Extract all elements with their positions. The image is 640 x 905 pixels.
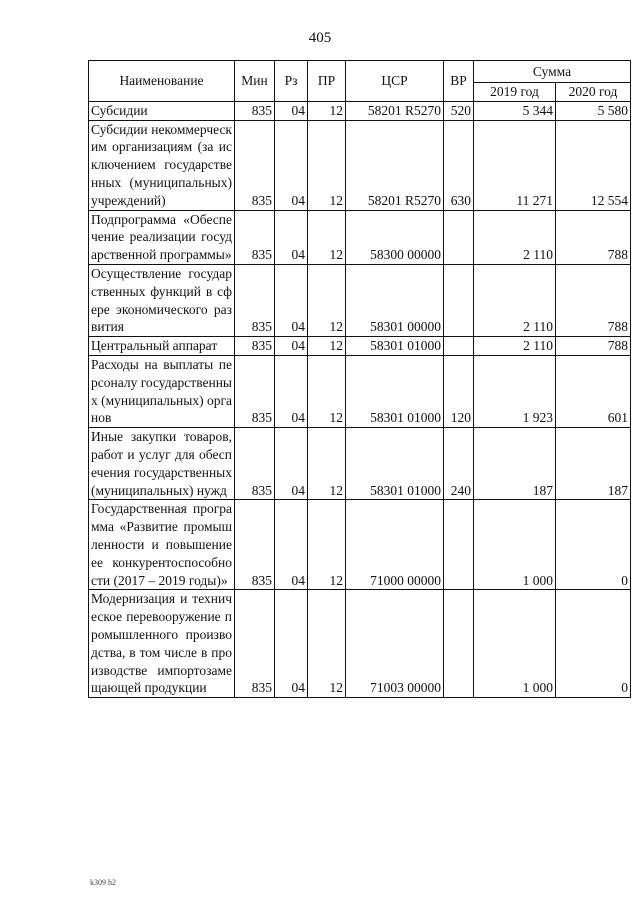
cell-vr: 240: [444, 428, 474, 500]
cell-min: 835: [235, 337, 275, 356]
footer-code: k309 h2: [90, 878, 116, 887]
cell-2019: 2 110: [474, 264, 556, 336]
cell-csr: 58301 00000: [346, 264, 444, 336]
cell-2020: 788: [556, 337, 631, 356]
cell-2020: 5 580: [556, 101, 631, 120]
cell-vr: [444, 337, 474, 356]
cell-pr: 12: [308, 101, 346, 120]
cell-2020: 788: [556, 264, 631, 336]
cell-pr: 12: [308, 337, 346, 356]
cell-name: Субсидии: [89, 101, 235, 120]
cell-pr: 12: [308, 428, 346, 500]
cell-2020: 788: [556, 210, 631, 264]
table-row: [89, 101, 631, 120]
cell-csr: 71000 00000: [346, 500, 444, 590]
header-year-2019: 2019 год: [474, 83, 556, 102]
cell-min: 835: [235, 264, 275, 336]
cell-2019: 5 344: [474, 101, 556, 120]
header-rz: Рз: [275, 61, 308, 102]
cell-name: Центральный аппарат: [89, 337, 235, 356]
cell-pr: 12: [308, 264, 346, 336]
cell-vr: [444, 210, 474, 264]
cell-name: Осуществление государственных функций в сфере экономического развития: [89, 264, 235, 336]
table-row: [89, 120, 631, 210]
table-body: [89, 101, 631, 697]
cell-rz: 04: [275, 264, 308, 336]
cell-name: Расходы на выплаты персоналу государственных (муниципальных) органов: [89, 355, 235, 427]
header-csr: ЦСР: [346, 61, 444, 102]
header-year-2020: 2020 год: [556, 83, 631, 102]
cell-name: Иные закупки товаров, работ и услуг для обеспечения государственных (муниципальных) нужд: [89, 428, 235, 500]
cell-rz: 04: [275, 428, 308, 500]
cell-name: Государственная программа «Развитие промышленности и повышение ее конкурентоспособности (2017 – 2019 годы)»: [89, 500, 235, 590]
header-sum: Сумма: [474, 61, 631, 83]
cell-vr: [444, 500, 474, 590]
cell-2019: 187: [474, 428, 556, 500]
cell-2019: 11 271: [474, 120, 556, 210]
cell-rz: 04: [275, 210, 308, 264]
cell-rz: 04: [275, 590, 308, 698]
table-row: [89, 337, 631, 356]
cell-2020: 187: [556, 428, 631, 500]
cell-2020: 12 554: [556, 120, 631, 210]
cell-vr: 120: [444, 355, 474, 427]
header-min: Мин: [235, 61, 275, 102]
cell-pr: 12: [308, 590, 346, 698]
table-row: [89, 355, 631, 427]
cell-csr: 58301 01000: [346, 355, 444, 427]
page-number: 405: [308, 30, 332, 46]
cell-2019: 2 110: [474, 210, 556, 264]
table-row: [89, 428, 631, 500]
cell-csr: 71003 00000: [346, 590, 444, 698]
cell-min: 835: [235, 101, 275, 120]
header-name: Наименование: [89, 61, 235, 102]
cell-min: 835: [235, 120, 275, 210]
cell-min: 835: [235, 210, 275, 264]
cell-csr: 58201 R5270: [346, 120, 444, 210]
cell-vr: 520: [444, 101, 474, 120]
table-row: [89, 264, 631, 336]
cell-2019: 1 000: [474, 500, 556, 590]
cell-2019: 2 110: [474, 337, 556, 356]
cell-csr: 58301 01000: [346, 428, 444, 500]
cell-rz: 04: [275, 355, 308, 427]
table-row: [89, 500, 631, 590]
cell-csr: 58300 00000: [346, 210, 444, 264]
table-row: [89, 590, 631, 698]
cell-min: 835: [235, 428, 275, 500]
cell-min: 835: [235, 590, 275, 698]
cell-rz: 04: [275, 337, 308, 356]
cell-rz: 04: [275, 500, 308, 590]
cell-name: Субсидии некоммерческим организациям (за исключением государственных (муниципальных) учреждений): [89, 120, 235, 210]
cell-rz: 04: [275, 120, 308, 210]
cell-pr: 12: [308, 355, 346, 427]
cell-rz: 04: [275, 101, 308, 120]
cell-pr: 12: [308, 210, 346, 264]
cell-2019: 1 000: [474, 590, 556, 698]
header-pr: ПР: [308, 61, 346, 102]
cell-vr: [444, 264, 474, 336]
cell-vr: [444, 590, 474, 698]
cell-name: Модернизация и техническое перевооружение промышленного производства, в том числе в производстве импортозамещающей продукции: [89, 590, 235, 698]
cell-csr: 58201 R5270: [346, 101, 444, 120]
cell-2019: 1 923: [474, 355, 556, 427]
cell-2020: 0: [556, 500, 631, 590]
cell-pr: 12: [308, 120, 346, 210]
cell-2020: 0: [556, 590, 631, 698]
cell-2020: 601: [556, 355, 631, 427]
cell-min: 835: [235, 355, 275, 427]
cell-min: 835: [235, 500, 275, 590]
cell-name: Подпрограмма «Обеспечение реализации государственной программы»: [89, 210, 235, 264]
cell-pr: 12: [308, 500, 346, 590]
cell-csr: 58301 01000: [346, 337, 444, 356]
table-row: [89, 210, 631, 264]
cell-vr: 630: [444, 120, 474, 210]
budget-table: [88, 60, 631, 698]
header-vr: ВР: [444, 61, 474, 102]
